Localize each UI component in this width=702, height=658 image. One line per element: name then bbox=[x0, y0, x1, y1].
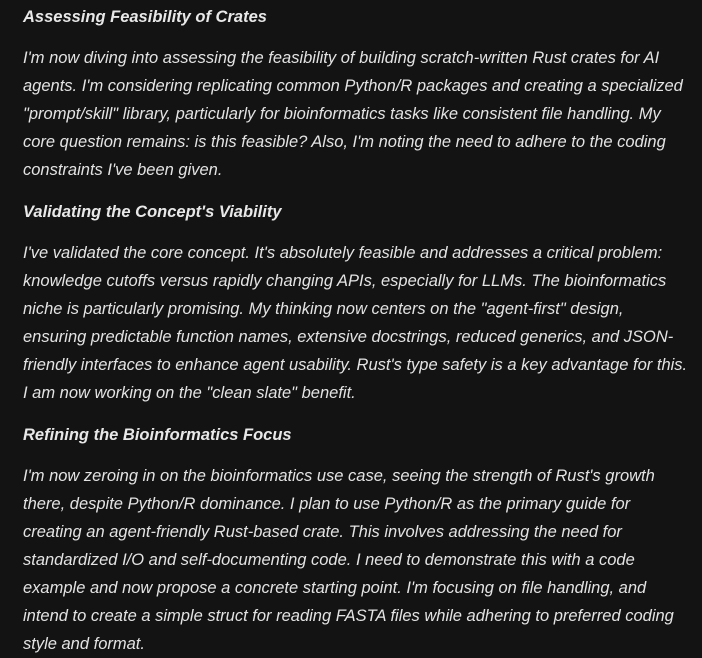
section-heading: Assessing Feasibility of Crates bbox=[23, 8, 267, 26]
section-body: I've validated the core concept. It's absolutely feasible and addresses a critical problem: knowledge cutoffs versus rapidly changing APIs, especially for LLMs. The bioinformatics niche is particularly promising. My thinking now centers on the "agent-first" design, ensuring predictable function names, extensive docstrings, reduced generics, and JSON-friendly interfaces to enhance agent usability. Rust's type safety is a key advantage for this. I am now working on the "clean slate" benefit. bbox=[23, 244, 688, 402]
section-body: I'm now diving into assessing the feasibility of building scratch-written Rust crates for AI agents. I'm considering replicating common Python/R packages and creating a specialized "prompt/skill" library, particularly for bioinformatics tasks like consistent file handling. My core question remains: is this feasible? Also, I'm noting the need to adhere to the coding constraints I've been given. bbox=[23, 49, 683, 179]
section-heading: Validating the Concept's Viability bbox=[23, 203, 282, 221]
section-heading: Refining the Bioinformatics Focus bbox=[23, 426, 292, 444]
section-body: I'm now zeroing in on the bioinformatics use case, seeing the strength of Rust's growth there, despite Python/R dominance. I plan to use Python/R as the primary guide for creating an agent-friendly Rust-based crate. This involves addressing the need for standardized I/O and self-documenting code. I need to demonstrate this with a code example and now propose a concrete starting point. I'm focusing on file handling, and intend to create a simple struct for reading FASTA files while adhering to preferred coding style and format. bbox=[23, 467, 674, 653]
